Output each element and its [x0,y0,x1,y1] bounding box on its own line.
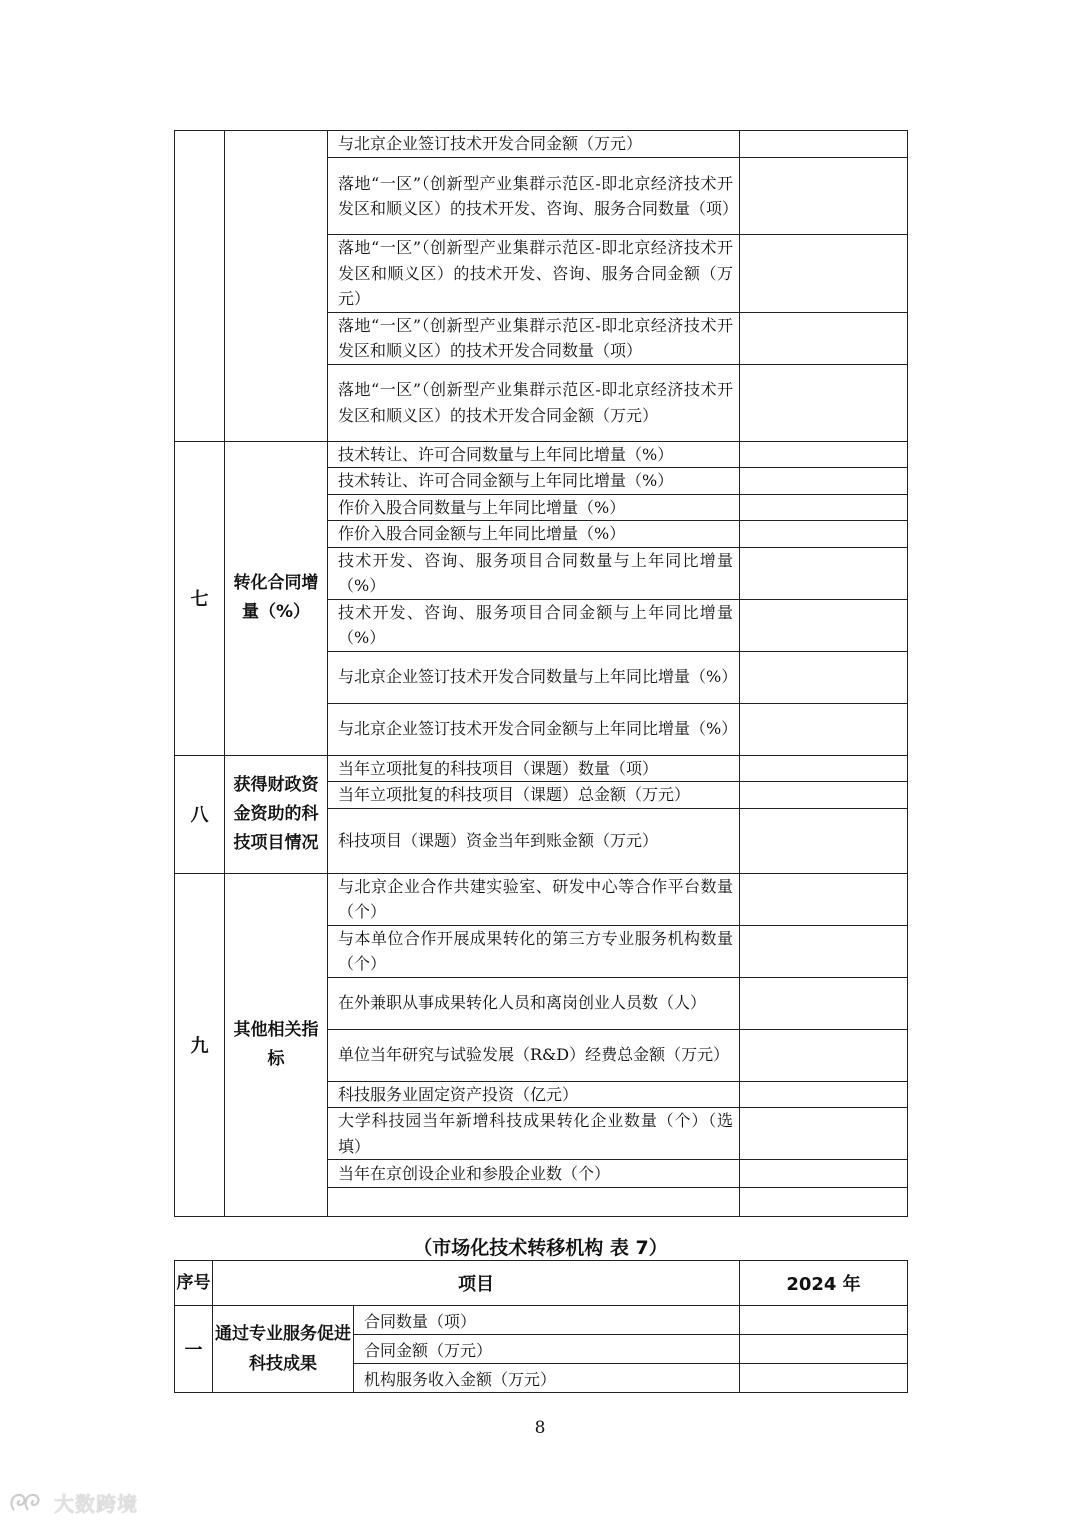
section-category: 其他相关指标 [225,873,328,1217]
value-cell[interactable] [740,977,908,1029]
section-seq: 七 [175,441,225,755]
item-label: 技术转让、许可合同数量与上年同比增量（%） [328,441,740,468]
value-cell[interactable] [740,364,908,441]
item-label: 合同数量（项） [354,1306,740,1335]
item-label: 技术开发、咨询、服务项目合同金额与上年同比增量（%） [328,599,740,651]
value-cell[interactable] [740,1081,908,1108]
item-label: 单位当年研究与试验发展（R&D）经费总金额（万元） [328,1029,740,1081]
item-label-empty [328,1188,740,1217]
table-row [175,873,908,925]
table-row [175,131,908,158]
item-label: 科技服务业固定资产投资（亿元） [328,1081,740,1108]
value-cell[interactable] [740,599,908,651]
value-cell[interactable] [740,312,908,364]
table-row [175,755,908,782]
value-cell[interactable] [740,1188,908,1217]
section-category: 获得财政资金资助的科技项目情况 [225,755,328,873]
market-transfer-table [174,1260,908,1393]
item-label: 与北京企业签订技术开发合同金额与上年同比增量（%） [328,703,740,755]
value-cell[interactable] [740,468,908,495]
value-cell[interactable] [740,808,908,873]
section-category: 通过专业服务促进科技成果 [213,1306,354,1393]
section-seq: 一 [175,1306,213,1393]
value-cell[interactable] [740,651,908,703]
value-cell[interactable] [740,1108,908,1160]
item-label: 当年立项批复的科技项目（课题）数量（项） [328,755,740,782]
value-cell[interactable] [740,235,908,313]
header-seq: 序号 [175,1261,213,1306]
item-label: 落地“一区”（创新型产业集群示范区-即北京经济技术开发区和顺义区）的技术开发合同数量（项） [328,312,740,364]
item-label: 科技项目（课题）资金当年到账金额（万元） [328,808,740,873]
value-cell[interactable] [740,547,908,599]
item-label: 合同金额（万元） [354,1335,740,1364]
item-label: 当年立项批复的科技项目（课题）总金额（万元） [328,782,740,809]
value-cell[interactable] [740,782,908,809]
item-label: 当年在京创设企业和参股企业数（个） [328,1160,740,1188]
item-label: 在外兼职从事成果转化人员和离岗创业人员数（人） [328,977,740,1029]
watermark [8,1488,138,1517]
page-number: 8 [534,1418,546,1438]
value-cell[interactable] [740,1335,908,1364]
item-label: 落地“一区”（创新型产业集群示范区-即北京经济技术开发区和顺义区）的技术开发、咨询、服务合同金额（万元） [328,235,740,313]
value-cell[interactable] [740,703,908,755]
value-cell[interactable] [740,158,908,235]
watermark-text: 大数跨境 [54,1492,138,1516]
value-cell[interactable] [740,1364,908,1393]
item-label: 作价入股合同金额与上年同比增量（%） [328,521,740,548]
item-label: 技术开发、咨询、服务项目合同数量与上年同比增量（%） [328,547,740,599]
header-year: 2024 年 [740,1261,908,1306]
header-item: 项目 [213,1261,740,1306]
swirl-logo-icon [8,1490,48,1516]
table-row [175,441,908,468]
value-cell[interactable] [740,1029,908,1081]
header-row [175,1261,908,1306]
item-label: 技术转让、许可合同金额与上年同比增量（%） [328,468,740,495]
section-seq: 九 [175,873,225,1217]
item-label: 与北京企业签订技术开发合同金额（万元） [328,131,740,158]
value-cell[interactable] [740,925,908,977]
item-label: 落地“一区”（创新型产业集群示范区-即北京经济技术开发区和顺义区）的技术开发合同金额（万元） [328,364,740,441]
item-label: 作价入股合同数量与上年同比增量（%） [328,494,740,521]
value-cell[interactable] [740,873,908,925]
table-caption: （市场化技术转移机构 表 7） [413,1237,668,1259]
item-label: 机构服务收入金额（万元） [354,1364,740,1393]
table-row [175,1306,908,1335]
item-label: 与北京企业合作共建实验室、研发中心等合作平台数量（个） [328,873,740,925]
value-cell[interactable] [740,494,908,521]
value-cell[interactable] [740,1160,908,1188]
item-label: 大学科技园当年新增科技成果转化企业数量（个）（选填） [328,1108,740,1160]
value-cell[interactable] [740,441,908,468]
value-cell[interactable] [740,755,908,782]
value-cell[interactable] [740,131,908,158]
item-label: 落地“一区”（创新型产业集群示范区-即北京经济技术开发区和顺义区）的技术开发、咨询、服务合同数量（项） [328,158,740,235]
value-cell[interactable] [740,1306,908,1335]
item-label: 与北京企业签订技术开发合同数量与上年同比增量（%） [328,651,740,703]
value-cell[interactable] [740,521,908,548]
section-category-cell [225,131,328,442]
section-seq-cell [175,131,225,442]
section-seq: 八 [175,755,225,873]
item-label: 与本单位合作开展成果转化的第三方专业服务机构数量（个） [328,925,740,977]
section-category: 转化合同增量（%） [225,441,328,755]
indicator-table [174,130,908,1217]
